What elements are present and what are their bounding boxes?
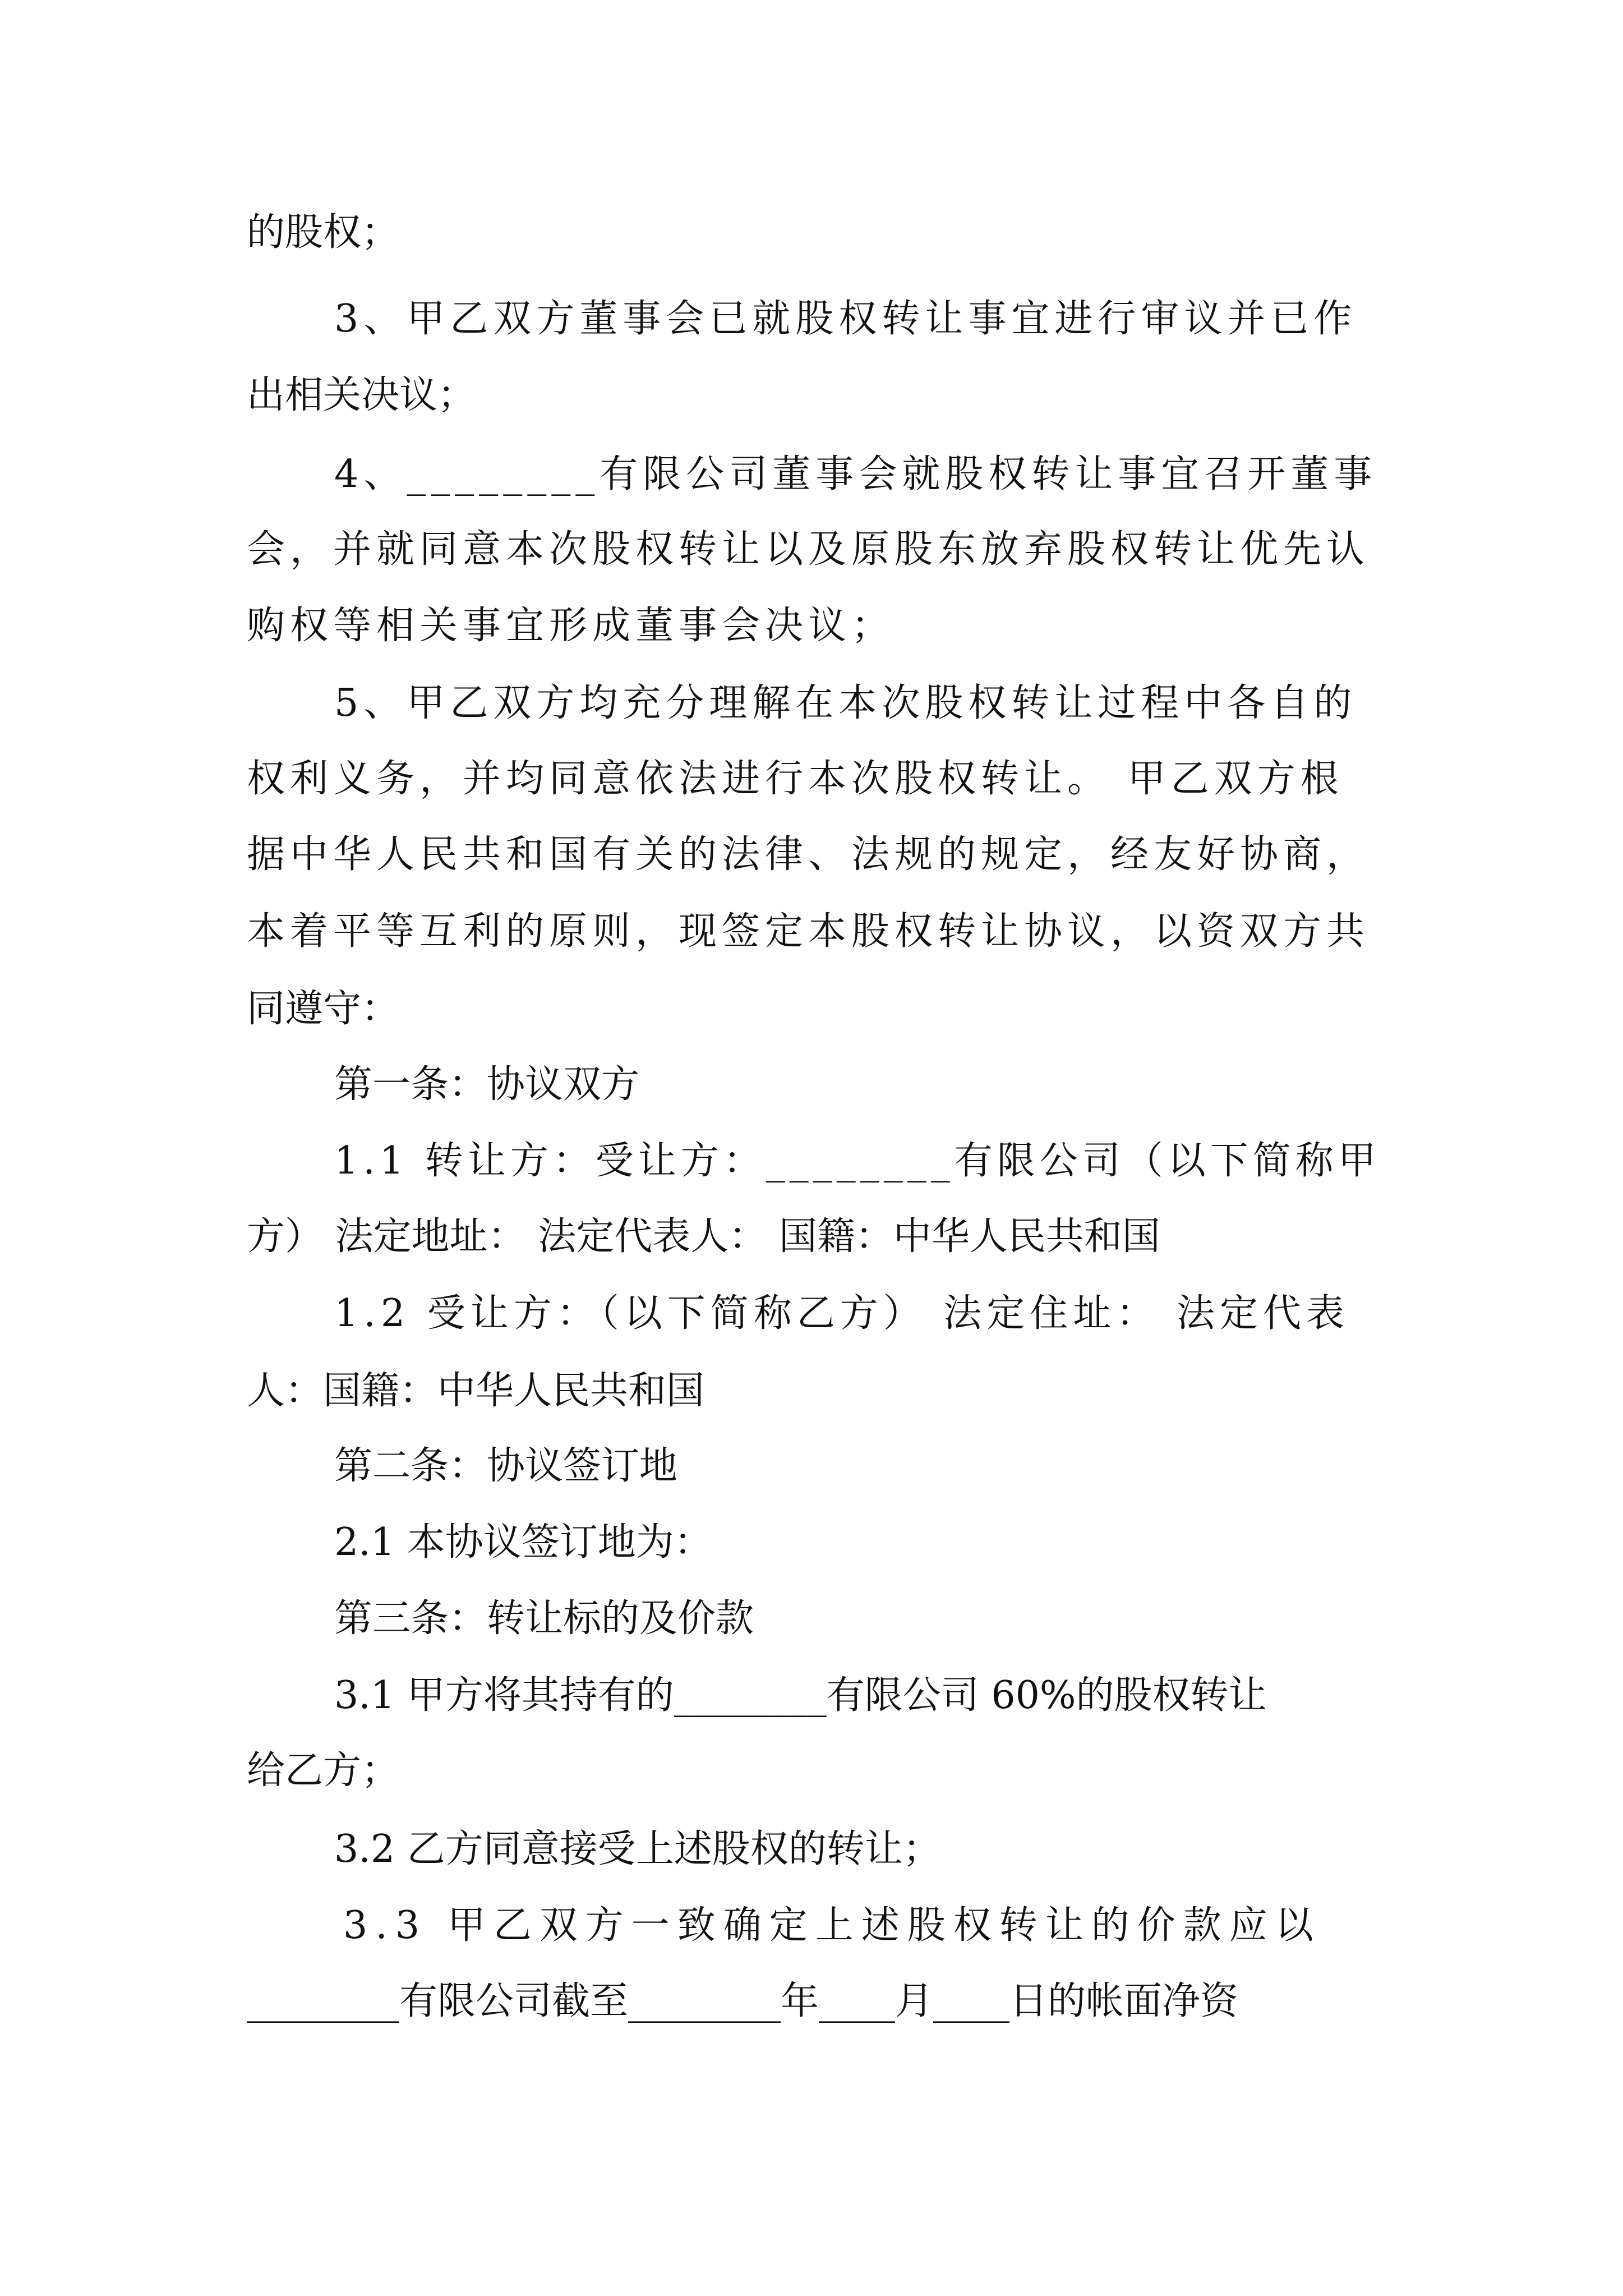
text-line-06: 购权等相关事宜形成董事会决议；	[247, 604, 895, 648]
text-line-20: 3.1 甲方将其持有的________有限公司 60%的股权转让	[334, 1673, 1267, 1718]
text-line-04: 4、________有限公司董事会就股权转让事宜召开董事	[334, 452, 1377, 496]
text-line-21: 给乙方；	[247, 1749, 400, 1793]
text-line-05: 会，并就同意本次股权转让以及原股东放弃股权转让优先认	[247, 527, 1370, 572]
text-line-10: 本着平等互利的原则，现签定本股权转让协议，以资双方共	[247, 909, 1370, 954]
text-line-18: 2.1 本协议签订地为：	[334, 1520, 712, 1565]
text-line-02: 3、甲乙双方董事会已就股权转让事宜进行审议并已作	[334, 297, 1357, 341]
text-line-24: ________有限公司截至________年____月____日的帐面净资	[247, 1979, 1239, 2023]
text-line-03: 出相关决议；	[247, 373, 476, 417]
text-line-16: 人：国籍：中华人民共和国	[247, 1369, 705, 1413]
text-line-07: 5、甲乙双方均充分理解在本次股权转让过程中各自的	[334, 681, 1357, 725]
text-line-09: 据中华人民共和国有关的法律、法规的规定，经友好协商，	[247, 832, 1370, 877]
text-line-11: 同遵守：	[247, 987, 400, 1031]
text-line-12: 第一条：协议双方	[334, 1062, 640, 1107]
text-line-19: 第三条：转让标的及价款	[334, 1596, 754, 1641]
text-line-23: 3.3 甲乙双方一致确定上述股权转让的价款应以	[343, 1903, 1321, 1948]
text-line-22: 3.2 乙方同意接受上述股权的转让；	[334, 1827, 941, 1871]
text-line-01: 的股权；	[247, 210, 400, 255]
text-line-17: 第二条：协议签订地	[334, 1444, 678, 1488]
text-line-08: 权利义务，并均同意依法进行本次股权转让。 甲乙双方根	[247, 757, 1344, 801]
text-line-14: 方） 法定地址： 法定代表人： 国籍：中华人民共和国	[247, 1214, 1160, 1259]
text-line-15: 1.2 受让方：（以下简称乙方） 法定住址： 法定代表	[334, 1291, 1349, 1336]
text-line-13: 1.1 转让方：受让方：________有限公司（以下简称甲	[334, 1139, 1381, 1183]
